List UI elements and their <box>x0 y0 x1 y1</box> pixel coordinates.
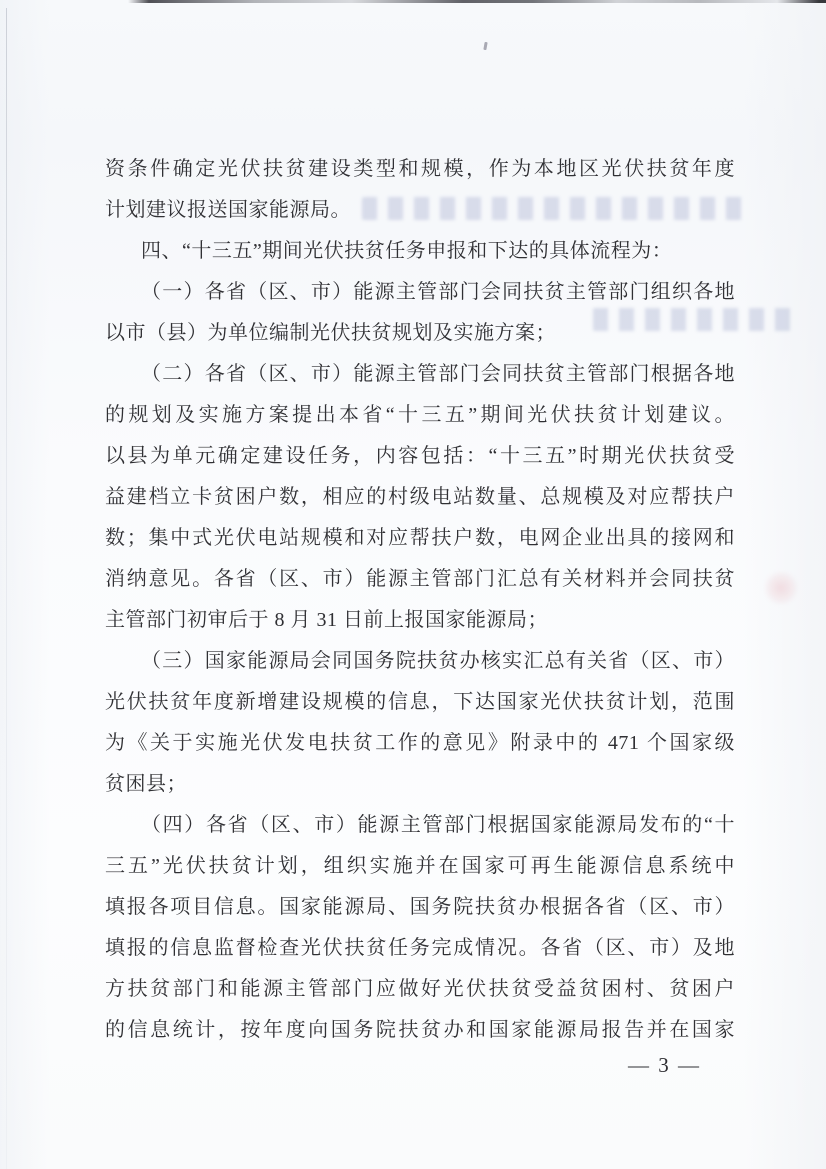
text-line: （四）各省（区、市）能源主管部门根据国家能源局发布的“十 <box>141 814 735 836</box>
text-line: 三五”光伏扶贫计划，组织实施并在国家可再生能源信息系统中 <box>105 855 735 877</box>
page-number: — 3 — <box>628 1053 701 1077</box>
text-line: 数；集中式光伏电站规模和对应帮扶户数，电网企业出具的接网和 <box>105 527 735 549</box>
text-line: 贫困县； <box>105 773 187 795</box>
text-line: 消纳意见。各省（区、市）能源主管部门汇总有关材料并会同扶贫 <box>105 568 735 590</box>
text-line: 为《关于实施光伏发电扶贫工作的意见》附录中的 471 个国家级 <box>105 732 735 754</box>
text-line: 的规划及实施方案提出本省“十三五”期间光伏扶贫计划建议。 <box>105 404 735 426</box>
text-line: （三）国家能源局会同国务院扶贫办核实汇总有关省（区、市） <box>141 650 735 672</box>
text-line: （一）各省（区、市）能源主管部门会同扶贫主管部门组织各地 <box>141 281 735 303</box>
text-line: 填报各项目信息。国家能源局、国务院扶贫办根据各省（区、市） <box>105 896 735 918</box>
scan-speck <box>483 42 487 50</box>
text-line-section-heading: 四、“十三五”期间光伏扶贫任务申报和下达的具体流程为： <box>141 240 673 262</box>
text-line: 益建档立卡贫困户数，相应的村级电站数量、总规模及对应帮扶户 <box>105 486 735 508</box>
seal-bleedthrough-smudge <box>763 570 799 606</box>
text-line: 主管部门初审后于 8 月 31 日前上报国家能源局； <box>105 609 548 631</box>
scanner-top-edge-artifact <box>128 0 826 3</box>
text-line: （二）各省（区、市）能源主管部门会同扶贫主管部门根据各地 <box>141 363 735 385</box>
document-body <box>105 149 735 1051</box>
text-line: 光伏扶贫年度新增建设规模的信息，下达国家光伏扶贫计划，范围 <box>105 691 735 713</box>
text-line: 的信息统计，按年度向国务院扶贫办和国家能源局报告并在国家 <box>105 1019 735 1041</box>
text-line: 以县为单元确定建设任务，内容包括：“十三五”时期光伏扶贫受 <box>105 445 735 467</box>
text-line: 资条件确定光伏扶贫建设类型和规模，作为本地区光伏扶贫年度 <box>105 158 735 180</box>
text-line: 填报的信息监督检查光伏扶贫任务完成情况。各省（区、市）及地 <box>105 937 735 959</box>
scan-left-seam <box>6 8 7 1169</box>
text-line: 方扶贫部门和能源主管部门应做好光伏扶贫受益贫困村、贫困户 <box>105 978 735 1000</box>
text-line: 以市（县）为单位编制光伏扶贫规划及实施方案； <box>105 322 556 344</box>
text-line: 计划建议报送国家能源局。 <box>105 199 351 221</box>
